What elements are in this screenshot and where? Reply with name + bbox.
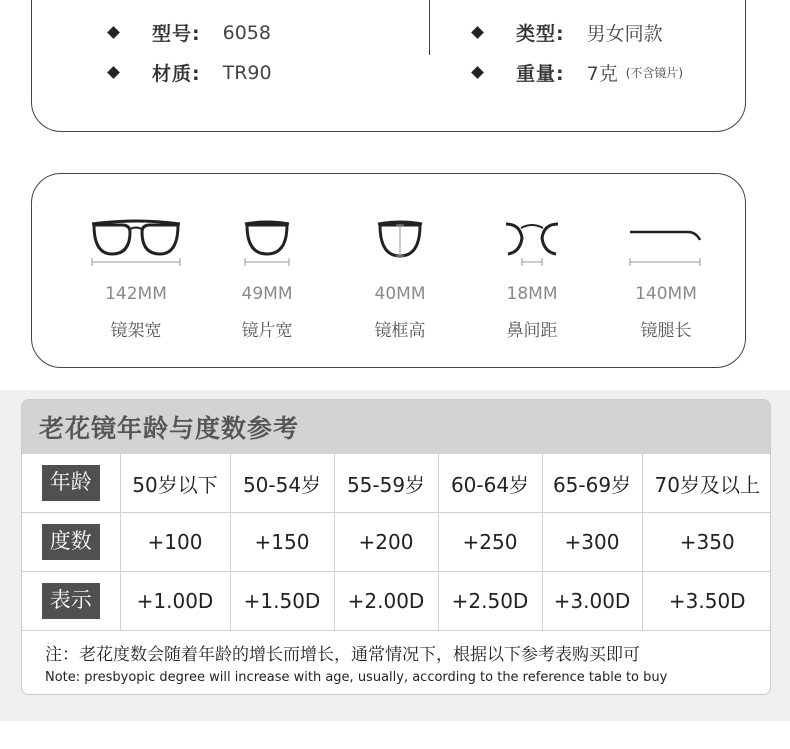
- spec-weight-note: (不含镜片): [625, 66, 684, 80]
- table-row-notation: [22, 572, 771, 631]
- specs-divider: [429, 0, 430, 55]
- measurement-value: 49MM: [241, 284, 293, 304]
- spec-model-label: 型号:: [152, 23, 201, 45]
- diamond-bullet-icon: [107, 26, 120, 39]
- table-cell: 65-69岁: [542, 454, 642, 513]
- table-cell: +100: [120, 513, 230, 572]
- measurement-temple-length: [606, 214, 726, 341]
- table-cell: +3.00D: [542, 572, 642, 631]
- table-cell: +350: [642, 513, 771, 572]
- spec-type-label: 类型:: [516, 23, 565, 45]
- reference-table: [22, 454, 771, 631]
- spec-material-value: TR90: [222, 61, 272, 84]
- measurement-label: 镜架宽: [110, 321, 162, 341]
- measurement-frame-height: [340, 214, 460, 341]
- table-cell: +250: [438, 513, 542, 572]
- nose-bridge-icon: [472, 214, 592, 266]
- spec-weight-value: 7克: [586, 63, 618, 85]
- reference-header: [22, 400, 770, 454]
- table-cell: 70岁及以上: [642, 454, 771, 513]
- measurements-panel: [31, 173, 746, 368]
- table-cell: +300: [542, 513, 642, 572]
- lens-width-icon: [207, 214, 327, 266]
- table-cell: +200: [334, 513, 438, 572]
- diamond-bullet-icon: [107, 66, 120, 79]
- table-row-power: [22, 513, 771, 572]
- row-header-notation: 表示: [42, 583, 100, 618]
- table-cell: +3.50D: [642, 572, 771, 631]
- measurement-nose-bridge: [472, 214, 592, 341]
- measurement-value: 18MM: [506, 284, 558, 304]
- table-cell: 50岁以下: [120, 454, 230, 513]
- frame-width-icon: [76, 214, 196, 266]
- measurement-label: 镜腿长: [640, 321, 692, 341]
- table-cell: +1.50D: [230, 572, 334, 631]
- reference-title: 老花镜年龄与度数参考: [39, 414, 300, 443]
- note-chinese: 注：老花度数会随着年龄的增长而增长，通常情况下，根据以下参考表购买即可: [45, 645, 640, 665]
- measurement-label: 镜片宽: [241, 321, 293, 341]
- specs-panel: [31, 0, 746, 132]
- spec-weight-label: 重量:: [516, 63, 565, 85]
- diamond-bullet-icon: [471, 66, 484, 79]
- table-cell: +150: [230, 513, 334, 572]
- reference-card: [21, 399, 771, 695]
- table-cell: +1.00D: [120, 572, 230, 631]
- table-cell: 60-64岁: [438, 454, 542, 513]
- measurement-value: 40MM: [374, 284, 426, 304]
- spec-type-value: 男女同款: [586, 23, 663, 45]
- spec-material-label: 材质:: [152, 63, 201, 85]
- table-cell: +2.00D: [334, 572, 438, 631]
- spec-weight-row: [473, 59, 683, 86]
- table-cell: 50-54岁: [230, 454, 334, 513]
- measurement-frame-width: [76, 214, 196, 341]
- spec-type-row: [473, 19, 663, 46]
- row-header-power: 度数: [42, 524, 100, 559]
- row-header-age: 年龄: [42, 465, 100, 500]
- measurement-value: 140MM: [635, 284, 697, 304]
- note-english: Note: presbyopic degree will increase with age, usually, according to the reference table to buy: [45, 670, 668, 685]
- table-cell: +2.50D: [438, 572, 542, 631]
- measurement-label: 镜框高: [374, 321, 426, 341]
- measurement-label: 鼻间距: [506, 321, 558, 341]
- measurement-lens-width: [207, 214, 327, 341]
- spec-material-row: [109, 59, 272, 86]
- frame-height-icon: [340, 214, 460, 266]
- spec-model-value: 6058: [222, 21, 271, 44]
- table-cell: 55-59岁: [334, 454, 438, 513]
- table-row-age: [22, 454, 771, 513]
- temple-length-icon: [606, 214, 726, 266]
- spec-model-row: [109, 19, 271, 46]
- measurement-value: 142MM: [105, 284, 167, 304]
- diamond-bullet-icon: [471, 26, 484, 39]
